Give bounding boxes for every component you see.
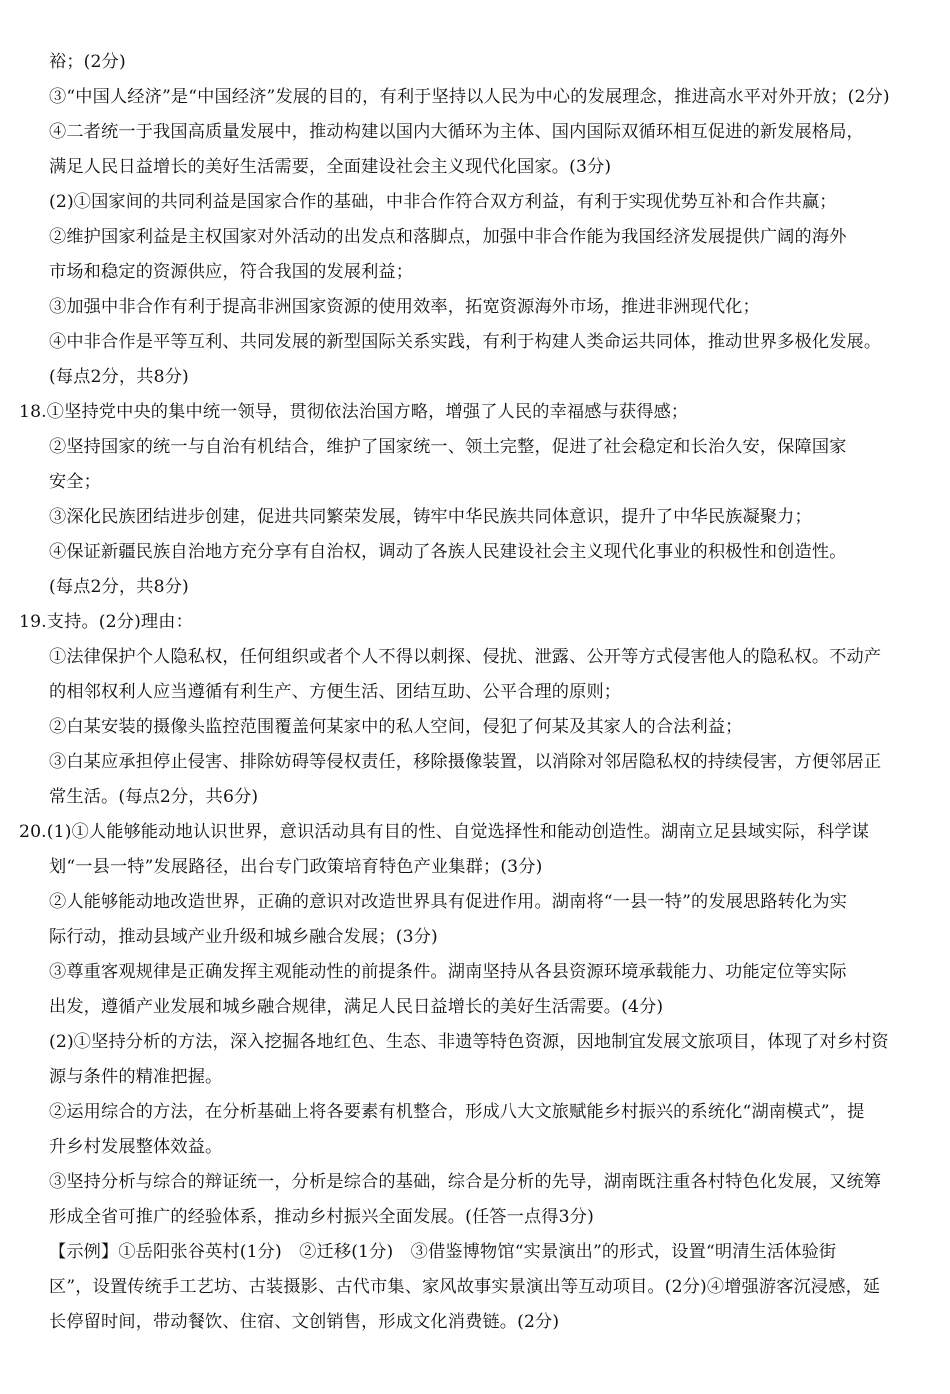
text-line: 形成全省可推广的经验体系，推动乡村振兴全面发展。(任答一点得3分)	[49, 1207, 594, 1227]
text-line: 市场和稳定的资源供应，符合我国的发展利益；	[49, 262, 414, 282]
question-19-line: 19.支持。(2分)理由：	[19, 612, 193, 632]
text-line: (2)①国家间的共同利益是国家合作的基础，中非合作符合双方利益，有利于实现优势互补和合作共赢；	[49, 192, 837, 212]
text-line: ②坚持国家的统一与自治有机结合，维护了国家统一、领土完整，促进了社会稳定和长治久安，保障国家	[49, 437, 847, 457]
text-line: ②运用综合的方法，在分析基础上将各要素有机整合，形成八大文旅赋能乡村振兴的系统化“湖南模式”，提	[49, 1102, 865, 1122]
text-line: ①法律保护个人隐私权，任何组织或者个人不得以刺探、侵扰、泄露、公开等方式侵害他人的隐私权。不动产	[49, 647, 882, 667]
text-line: 源与条件的精准把握。	[49, 1067, 223, 1087]
text-line: 满足人民日益增长的美好生活需要，全面建设社会主义现代化国家。(3分)	[49, 157, 612, 177]
text-line: 出发，遵循产业发展和城乡融合规律，满足人民日益增长的美好生活需要。(4分)	[49, 997, 664, 1017]
text-line: ④中非合作是平等互利、共同发展的新型国际关系实践，有利于构建人类命运共同体，推动世界多极化发展。	[49, 332, 882, 352]
text-line: ③坚持分析与综合的辩证统一，分析是综合的基础，综合是分析的先导，湖南既注重各村特色化发展，又统筹	[49, 1172, 882, 1192]
text-line: 区”，设置传统手工艺坊、古装摄影、古代市集、家风故事实景演出等互动项目。(2分)④增强游客沉浸感，延	[49, 1277, 881, 1297]
text-line: ③深化民族团结进步创建，促进共同繁荣发展，铸牢中华民族共同体意识，提升了中华民族凝聚力；	[49, 507, 812, 527]
text-line: 裕；(2分)	[49, 52, 126, 72]
text-line: ③加强中非合作有利于提高非洲国家资源的使用效率，拓宽资源海外市场，推进非洲现代化；	[49, 297, 760, 317]
text-line: ③白某应承担停止侵害、排除妨碍等侵权责任，移除摄像装置，以消除对邻居隐私权的持续侵害，方便邻居正	[49, 752, 882, 772]
text-line: ④二者统一于我国高质量发展中，推动构建以国内大循环为主体、国内国际双循环相互促进的新发展格局，	[49, 122, 864, 142]
text-line: 的相邻权利人应当遵循有利生产、方便生活、团结互助、公平合理的原则；	[49, 682, 622, 702]
text-line: 划“一县一特”发展路径，出台专门政策培育特色产业集群；(3分)	[49, 857, 543, 877]
text-line: (2)①坚持分析的方法，深入挖掘各地红色、生态、非遗等特色资源，因地制宜发展文旅项目，体现了对乡村资	[49, 1032, 889, 1052]
text-line: ③“中国人经济”是“中国经济”发展的目的，有利于坚持以人民为中心的发展理念，推进高水平对外开放；(2分)	[49, 87, 890, 107]
text-line: (每点2分，共8分)	[49, 367, 189, 387]
text-line: 常生活。(每点2分，共6分)	[49, 787, 259, 807]
question-18-line: 18.①坚持党中央的集中统一领导，贯彻依法治国方略，增强了人民的幸福感与获得感；	[19, 402, 689, 422]
text-line: 安全；	[49, 472, 102, 492]
text-line: ④保证新疆民族自治地方充分享有自治权，调动了各族人民建设社会主义现代化事业的积极性和创造性。	[49, 542, 847, 562]
text-line: ②维护国家利益是主权国家对外活动的出发点和落脚点，加强中非合作能为我国经济发展提供广阔的海外	[49, 227, 847, 247]
text-line: 长停留时间，带动餐饮、住宿、文创销售，形成文化消费链。(2分)	[49, 1312, 560, 1332]
text-line: (每点2分，共8分)	[49, 577, 189, 597]
text-line: 升乡村发展整体效益。	[49, 1137, 223, 1157]
text-line: ②人能够能动地改造世界，正确的意识对改造世界具有促进作用。湖南将“一县一特”的发展思路转化为实	[49, 892, 848, 912]
text-line: 际行动，推动县域产业升级和城乡融合发展；(3分)	[49, 927, 438, 947]
question-20-line: 20.(1)①人能够能动地认识世界，意识活动具有目的性、自觉选择性和能动创造性。湖南立足县域实际，科学谋	[19, 822, 870, 842]
text-line: ③尊重客观规律是正确发挥主观能动性的前提条件。湖南坚持从各县资源环境承载能力、功能定位等实际	[49, 962, 847, 982]
example-line: 【示例】①岳阳张谷英村(1分) ②迁移(1分) ③借鉴博物馆“实景演出”的形式，设置“明清生活体验街	[49, 1242, 837, 1262]
text-line: ②白某安装的摄像头监控范围覆盖何某家中的私人空间，侵犯了何某及其家人的合法利益；	[49, 717, 743, 737]
